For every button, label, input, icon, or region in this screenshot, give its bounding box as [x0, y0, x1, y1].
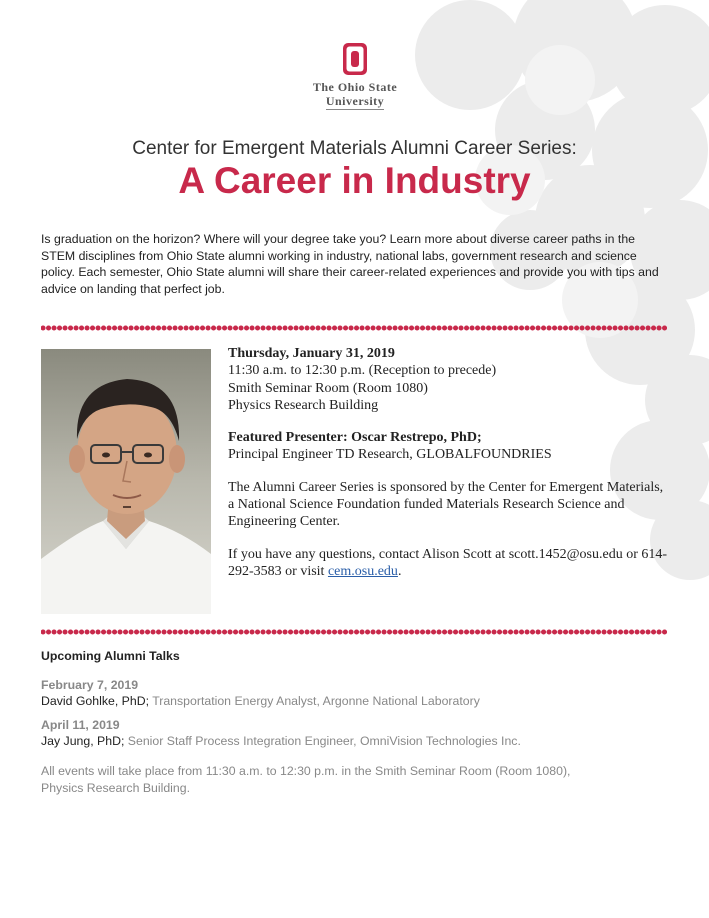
talk-date: February 7, 2019: [41, 678, 139, 692]
event-room: Smith Seminar Room (Room 1080): [228, 380, 428, 396]
dotted-divider-top: [41, 324, 667, 332]
event-building: Physics Research Building: [228, 397, 379, 413]
talk-speaker: Jay Jung, PhD;: [41, 734, 125, 748]
event-details: [228, 345, 668, 580]
talk-speaker: David Gohlke, PhD;: [41, 694, 149, 708]
block-o-logo-icon: [342, 42, 368, 76]
university-wordmark: [300, 80, 410, 110]
presenter-title: Principal Engineer TD Research, GLOBALFOUNDRIES: [228, 447, 552, 463]
series-subtitle: Center for Emergent Materials Alumni Career Series:: [132, 138, 577, 159]
talk-line: [41, 693, 661, 709]
contact-paragraph: [228, 546, 668, 581]
featured-presenter: Featured Presenter: Oscar Restrepo, PhD;: [228, 430, 482, 446]
wordmark-line1: The Ohio State: [312, 80, 398, 94]
talk-item: [41, 677, 661, 709]
talk-role: Transportation Energy Analyst, Argonne National Laboratory: [149, 694, 480, 708]
wordmark-line2: University: [325, 94, 385, 108]
cem-website-link[interactable]: cem.osu.edu: [327, 563, 398, 579]
intro-paragraph: Is graduation on the horizon? Where will your degree take you? Learn more about diverse career paths in the STEM disciplines from Ohio State alumni working in industry, national labs, government research and science policy. Each semester, Ohio State alumni will share their career-related experiences and provide you with tips and advice on landing that perfect job.: [41, 232, 659, 296]
talk-item: [41, 717, 661, 749]
talk-date: April 11, 2019: [41, 718, 120, 732]
upcoming-heading: Upcoming Alumni Talks: [41, 649, 180, 663]
contact-text: If you have any questions, contact Alison Scott at scott.1452@osu.edu or 614-292-3583 or visit: [228, 546, 668, 579]
events-location-note: All events will take place from 11:30 a.m. to 12:30 p.m. in the Smith Seminar Room (Room 1080), Physics Research Building.: [41, 764, 571, 795]
event-time: 11:30 a.m. to 12:30 p.m. (Reception to precede): [228, 363, 497, 379]
osu-logo: [300, 42, 410, 110]
event-date: Thursday, January 31, 2019: [228, 346, 395, 361]
dotted-divider-bottom: [41, 628, 667, 636]
upcoming-talks: [41, 649, 661, 796]
page-title: A Career in Industry: [178, 160, 531, 201]
presenter-photo: [41, 349, 211, 614]
contact-suffix: .: [397, 563, 402, 579]
talk-role: Senior Staff Process Integration Engineer, OmniVision Technologies Inc.: [124, 734, 521, 748]
talk-line: [41, 733, 661, 749]
sponsor-paragraph: The Alumni Career Series is sponsored by the Center for Emergent Materials, a National Science Foundation funded Materials Research Science and Engineering Center.: [228, 479, 664, 530]
